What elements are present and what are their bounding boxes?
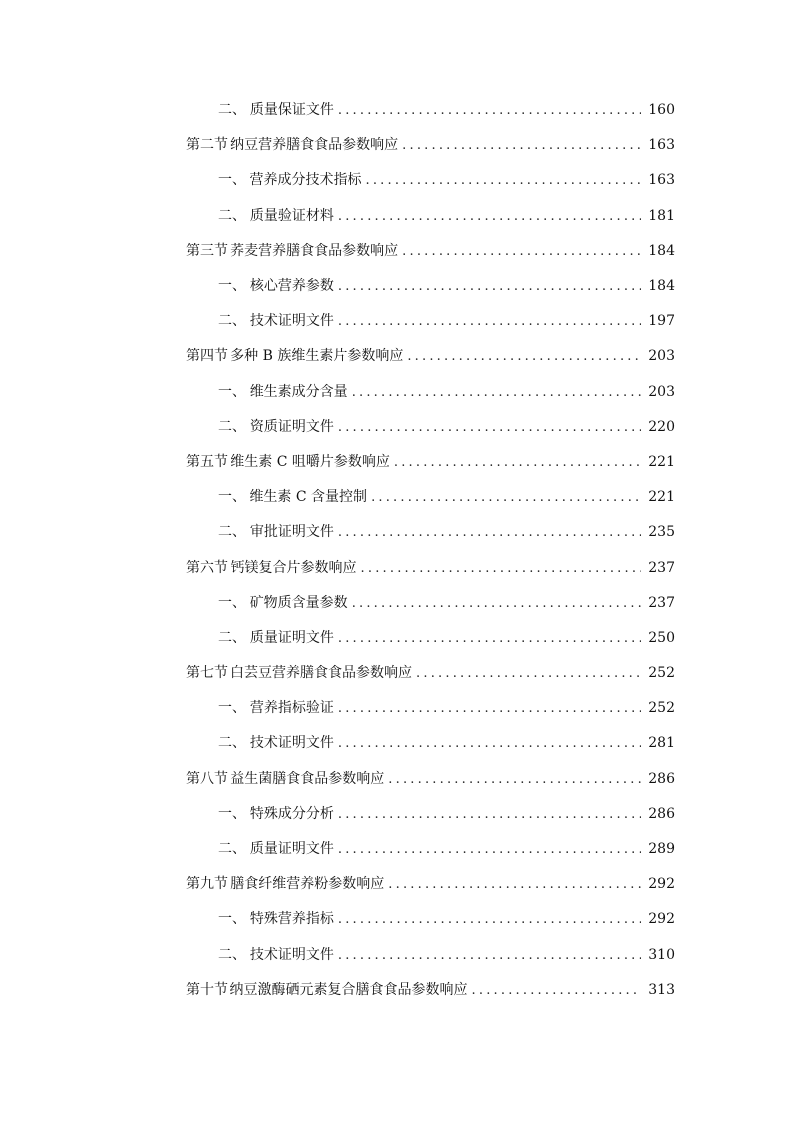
toc-entry-line	[186, 769, 793, 790]
toc-entry-number: 二、	[218, 313, 246, 330]
toc-entry-line	[218, 522, 793, 543]
toc-entry-line	[186, 452, 793, 473]
toc-entry-number: 第七节	[186, 665, 228, 682]
toc-entry-number: 第八节	[186, 770, 228, 787]
dot-leader	[472, 981, 641, 1001]
toc-entry-title: 纳豆激酶硒元素复合膳食食品参数响应	[229, 981, 468, 998]
toc-entry-number: 二、	[218, 946, 246, 963]
toc-entry-title: 质量证明文件	[249, 841, 334, 858]
toc-entry-number: 一、	[218, 700, 246, 717]
toc-entry-number: 二、	[218, 735, 246, 752]
toc-entry-page-number: 203	[648, 348, 675, 365]
toc-section-entry[interactable]	[0, 550, 793, 585]
toc-entry-page-number: 237	[648, 559, 675, 576]
toc-entry-page-number: 163	[648, 137, 675, 154]
toc-entry-page-number: 220	[648, 418, 675, 435]
toc-entry-title: 技术证明文件	[249, 946, 334, 963]
toc-entry-line	[218, 382, 793, 403]
toc-entry-title: 矿物质含量参数	[249, 594, 348, 611]
toc-entry-title: 特殊营养指标	[249, 911, 334, 928]
toc-subsection-entry[interactable]	[0, 410, 793, 445]
toc-entry-title: 质量保证文件	[249, 102, 334, 119]
toc-entry-title: 纳豆营养膳食食品参数响应	[230, 137, 399, 154]
dot-leader	[338, 840, 641, 860]
dot-leader	[361, 559, 641, 579]
toc-subsection-entry[interactable]	[0, 199, 793, 234]
toc-subsection-entry[interactable]	[0, 586, 793, 621]
toc-entry-page-number: 221	[648, 453, 675, 470]
toc-entry-title: 营养成分技术指标	[249, 172, 362, 189]
dot-leader	[338, 805, 641, 825]
toc-section-entry[interactable]	[0, 234, 793, 269]
toc-section-entry[interactable]	[0, 656, 793, 691]
dot-leader	[352, 383, 641, 403]
toc-entry-page-number: 184	[648, 242, 675, 259]
toc-entry-page-number: 235	[648, 524, 675, 541]
toc-entry-title: 维生素 C 咀嚼片参数响应	[230, 453, 390, 470]
toc-entry-title: 技术证明文件	[249, 735, 334, 752]
toc-entry-line	[186, 874, 793, 895]
toc-entry-number: 第九节	[186, 876, 228, 893]
toc-entry-line	[218, 417, 793, 438]
toc-entry-page-number: 250	[648, 629, 675, 646]
toc-entry-line	[218, 628, 793, 649]
dot-leader	[371, 488, 641, 508]
toc-entry-line	[218, 100, 793, 121]
toc-subsection-entry[interactable]	[0, 902, 793, 937]
toc-entry-line	[218, 804, 793, 825]
dot-leader	[388, 770, 641, 790]
dot-leader	[338, 101, 641, 121]
toc-subsection-entry[interactable]	[0, 726, 793, 761]
toc-entry-line	[186, 980, 793, 1001]
toc-entry-page-number: 286	[648, 770, 675, 787]
toc-entry-line	[218, 698, 793, 719]
toc-entry-title: 荞麦营养膳食食品参数响应	[230, 242, 399, 259]
dot-leader	[416, 664, 641, 684]
toc-entry-title: 维生素成分含量	[249, 383, 348, 400]
table-of-contents	[0, 93, 793, 1008]
toc-subsection-entry[interactable]	[0, 621, 793, 656]
toc-entry-page-number: 313	[648, 981, 675, 998]
toc-entry-page-number: 237	[648, 594, 675, 611]
toc-entry-title: 技术证明文件	[249, 313, 334, 330]
toc-entry-title: 特殊成分分析	[249, 805, 334, 822]
toc-entry-title: 多种 B 族维生素片参数响应	[230, 348, 404, 365]
toc-entry-title: 核心营养参数	[249, 278, 334, 295]
toc-entry-number: 二、	[218, 418, 246, 435]
toc-entry-title: 营养指标验证	[249, 700, 334, 717]
dot-leader	[338, 910, 641, 930]
toc-entry-number: 二、	[218, 629, 246, 646]
toc-entry-line	[218, 945, 793, 966]
dot-leader	[352, 594, 641, 614]
toc-entry-number: 第五节	[186, 453, 228, 470]
toc-entry-line	[218, 593, 793, 614]
dot-leader	[338, 734, 641, 754]
toc-entry-number: 一、	[218, 594, 246, 611]
toc-entry-title: 质量证明文件	[249, 629, 334, 646]
toc-section-entry[interactable]	[0, 445, 793, 480]
toc-subsection-entry[interactable]	[0, 304, 793, 339]
toc-entry-number: 第三节	[186, 242, 228, 259]
toc-entry-number: 二、	[218, 207, 246, 224]
dot-leader	[338, 207, 641, 227]
toc-entry-number: 一、	[218, 489, 246, 506]
toc-entry-line	[186, 135, 793, 156]
toc-entry-number: 一、	[218, 805, 246, 822]
dot-leader	[407, 347, 641, 367]
dot-leader	[338, 699, 641, 719]
toc-section-entry[interactable]	[0, 973, 793, 1008]
toc-entry-number: 二、	[218, 841, 246, 858]
toc-entry-page-number: 203	[648, 383, 675, 400]
toc-entry-page-number: 292	[648, 911, 675, 928]
toc-section-entry[interactable]	[0, 128, 793, 163]
toc-subsection-entry[interactable]	[0, 797, 793, 832]
toc-entry-number: 一、	[218, 911, 246, 928]
toc-entry-page-number: 286	[648, 805, 675, 822]
toc-entry-page-number: 184	[648, 278, 675, 295]
toc-entry-line	[186, 558, 793, 579]
toc-entry-number: 一、	[218, 383, 246, 400]
dot-leader	[388, 875, 641, 895]
toc-entry-number: 一、	[218, 172, 246, 189]
toc-entry-title: 维生素 C 含量控制	[249, 489, 368, 506]
toc-entry-page-number: 181	[648, 207, 675, 224]
toc-entry-line	[218, 839, 793, 860]
toc-subsection-entry[interactable]	[0, 515, 793, 550]
toc-entry-number: 第六节	[186, 559, 228, 576]
toc-entry-line	[218, 909, 793, 930]
toc-section-entry[interactable]	[0, 867, 793, 902]
toc-entry-page-number: 197	[648, 313, 675, 330]
toc-entry-number: 二、	[218, 524, 246, 541]
toc-entry-page-number: 221	[648, 489, 675, 506]
toc-subsection-entry[interactable]	[0, 375, 793, 410]
toc-entry-title: 钙镁复合片参数响应	[230, 559, 357, 576]
dot-leader	[338, 946, 641, 966]
toc-entry-page-number: 281	[648, 735, 675, 752]
toc-entry-title: 白芸豆营养膳食食品参数响应	[230, 665, 413, 682]
toc-entry-title: 益生菌膳食食品参数响应	[230, 770, 385, 787]
toc-entry-page-number: 160	[648, 102, 675, 119]
dot-leader	[394, 453, 641, 473]
toc-section-entry[interactable]	[0, 339, 793, 374]
toc-entry-line	[218, 206, 793, 227]
toc-subsection-entry[interactable]	[0, 832, 793, 867]
toc-entry-line	[218, 170, 793, 191]
toc-entry-line	[186, 346, 793, 367]
toc-entry-page-number: 292	[648, 876, 675, 893]
toc-entry-page-number: 289	[648, 841, 675, 858]
toc-entry-page-number: 163	[648, 172, 675, 189]
toc-subsection-entry[interactable]	[0, 93, 793, 128]
toc-subsection-entry[interactable]	[0, 480, 793, 515]
toc-entry-title: 膳食纤维营养粉参数响应	[230, 876, 385, 893]
toc-entry-line	[218, 733, 793, 754]
toc-entry-line	[218, 487, 793, 508]
toc-entry-number: 第十节	[186, 981, 228, 998]
toc-subsection-entry[interactable]	[0, 691, 793, 726]
toc-entry-title: 资质证明文件	[249, 418, 334, 435]
toc-entry-number: 一、	[218, 278, 246, 295]
toc-entry-number: 第四节	[186, 348, 228, 365]
toc-entry-page-number: 310	[648, 946, 675, 963]
toc-entry-title: 审批证明文件	[249, 524, 334, 541]
dot-leader	[338, 523, 641, 543]
dot-leader	[338, 277, 641, 297]
dot-leader	[338, 418, 641, 438]
toc-subsection-entry[interactable]	[0, 269, 793, 304]
toc-subsection-entry[interactable]	[0, 938, 793, 973]
dot-leader	[402, 242, 641, 262]
toc-entry-page-number: 252	[648, 665, 675, 682]
dot-leader	[402, 136, 641, 156]
toc-entry-line	[218, 276, 793, 297]
toc-entry-title: 质量验证材料	[249, 207, 334, 224]
toc-section-entry[interactable]	[0, 762, 793, 797]
toc-entry-page-number: 252	[648, 700, 675, 717]
toc-entry-number: 第二节	[186, 137, 228, 154]
dot-leader	[338, 312, 641, 332]
toc-entry-line	[186, 663, 793, 684]
toc-entry-line	[186, 241, 793, 262]
dot-leader	[338, 629, 641, 649]
toc-entry-number: 二、	[218, 102, 246, 119]
toc-entry-line	[218, 311, 793, 332]
dot-leader	[366, 171, 642, 191]
toc-subsection-entry[interactable]	[0, 163, 793, 198]
